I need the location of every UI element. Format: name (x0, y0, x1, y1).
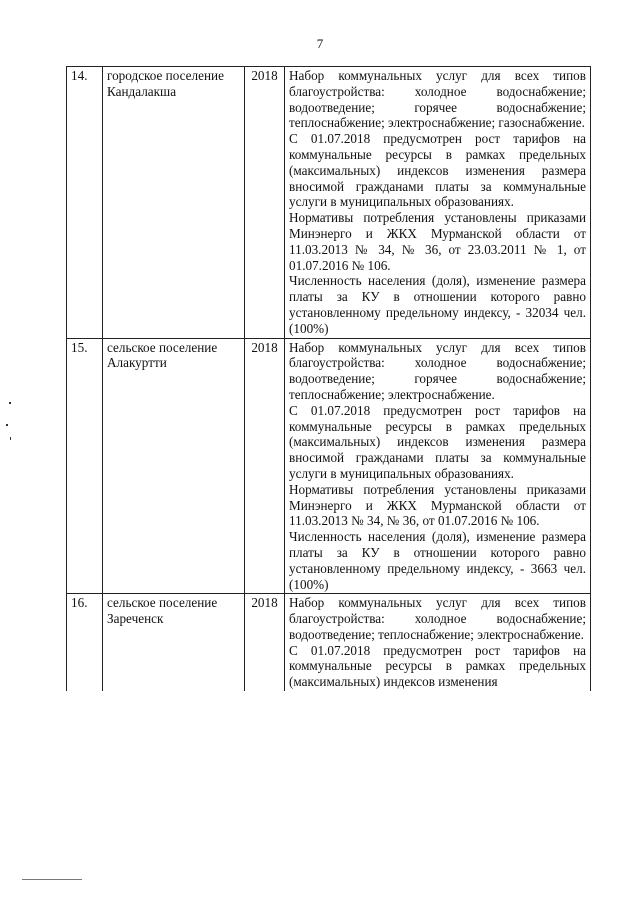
municipality-name: городское поселение Кандалакша (103, 67, 245, 339)
description-paragraph: Набор коммунальных услуг для всех типов благоустройства: холодное водоснабжение; водоотведение; теплоснабжение; электроснабжение. (289, 595, 586, 642)
description-cell (285, 338, 591, 594)
description-paragraph: С 01.07.2018 предусмотрен рост тарифов на коммунальные ресурсы в рамках предельных (максимальных) индексов изменения (289, 642, 586, 690)
row-number: 16. (67, 594, 103, 691)
year-cell: 2018 (245, 67, 285, 339)
description-paragraph: Численность населения (доля), изменение размера платы за КУ в отношении которого равно установленному предельному индексу, - 3663 чел. (100%) (289, 529, 586, 592)
scan-artifact (22, 879, 82, 880)
description-cell (285, 67, 591, 339)
year-cell: 2018 (245, 594, 285, 691)
scan-artifact (9, 402, 11, 404)
row-number: 15. (67, 338, 103, 594)
table-row (67, 594, 591, 691)
table-row (67, 67, 591, 339)
description-paragraph: Набор коммунальных услуг для всех типов благоустройства: холодное водоснабжение; водоотведение; горячее водоснабжение; теплоснабжение; электроснабжение. (289, 339, 586, 402)
table-row (67, 338, 591, 594)
tariff-table (66, 66, 591, 691)
year-cell: 2018 (245, 338, 285, 594)
municipality-name: сельское поселение Зареченск (103, 594, 245, 691)
description-paragraph: Набор коммунальных услуг для всех типов благоустройства: холодное водоснабжение; водоотведение; горячее водоснабжение; теплоснабжение; электроснабжение; газоснабжение. (289, 68, 586, 131)
description-paragraph: С 01.07.2018 предусмотрен рост тарифов на коммунальные ресурсы в рамках предельных (максимальных) индексов изменения размера вносимой гражданами платы за коммунальные услуги в муниципальных образованиях. (289, 402, 586, 481)
scan-artifact (6, 424, 8, 426)
scan-artifact (10, 437, 11, 440)
page-number: 7 (316, 36, 324, 51)
description-paragraph: Нормативы потребления установлены приказами Минэнерго и ЖКХ Мурманской области от 11.03.2013 № 34, № 36, от 23.03.2011 № 1, от 01.07.2016 № 106. (289, 210, 586, 273)
row-number: 14. (67, 67, 103, 339)
description-paragraph: С 01.07.2018 предусмотрен рост тарифов на коммунальные ресурсы в рамках предельных (максимальных) индексов изменения размера вносимой гражданами платы за коммунальные услуги в муниципальных образованиях. (289, 131, 586, 210)
description-paragraph: Нормативы потребления установлены приказами Минэнерго и ЖКХ Мурманской области от 11.03.2013 № 34, № 36, от 01.07.2016 № 106. (289, 481, 586, 529)
description-paragraph: Численность населения (доля), изменение размера платы за КУ в отношении которого равно установленному предельному индексу, - 32034 чел. (100%) (289, 273, 586, 336)
municipality-name: сельское поселение Алакуртти (103, 338, 245, 594)
description-cell (285, 594, 591, 691)
